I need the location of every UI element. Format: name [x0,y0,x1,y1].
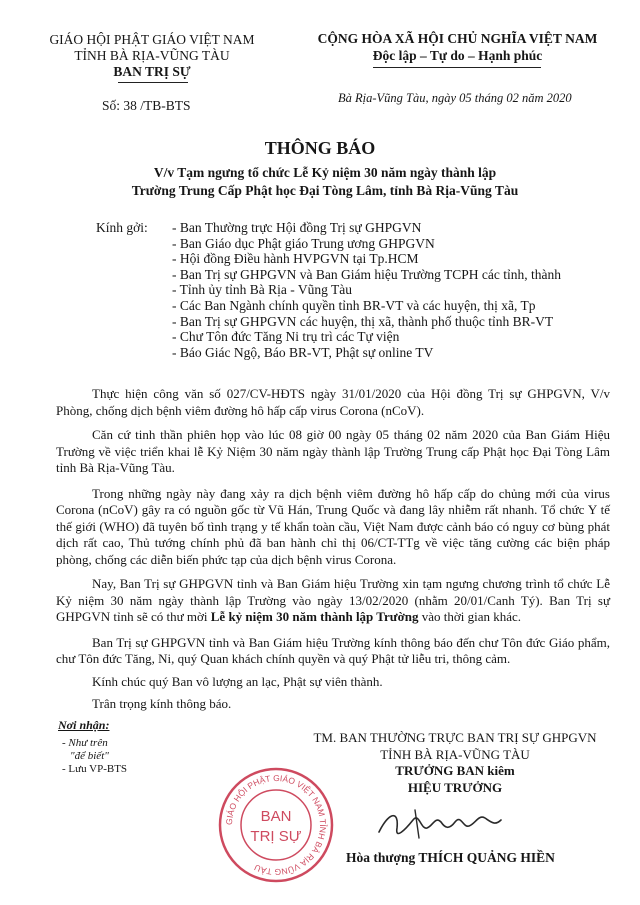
distribution-line-2: "để biết" [70,750,109,762]
official-stamp [216,765,336,885]
motto-underline [373,67,541,68]
issuer-block [32,32,272,80]
subject-block [40,164,610,199]
subject-line-1: V/v Tạm ngưng tổ chức Lễ Kỷ niệm 30 năm ngày thành lập [153,165,497,180]
signature-line-1: TM. BAN THƯỜNG TRỰC BAN TRỊ SỰ GHPGVN [313,730,597,745]
paragraph-7: Trân trọng kính thông báo. [92,696,232,711]
stamp-center-line-2: TRỊ SỰ [250,828,302,845]
paragraph-6: Kính chúc quý Ban vô lượng an lạc, Phật sự viên thành. [92,673,383,689]
recipients-label: Kính gởi: [96,220,148,235]
issuer-line-3: BAN TRỊ SỰ [113,64,191,79]
nation-motto: Độc lập – Tự do – Hạnh phúc [372,48,543,63]
distribution-line-1: - Như trên [62,737,108,749]
handwritten-signature [375,800,505,850]
stamp-ring-text: GIÁO HỘI PHẬT GIÁO VIỆT NAM TỈNH BÀ RỊA VŨNG TÀU [223,772,329,878]
recipient-item: - Hội đồng Điều hành HVPGVN tại Tp.HCM [172,251,419,267]
document-title: THÔNG BÁO [264,138,376,158]
recipient-item: - Ban Trị sự GHPGVN và Ban Giám hiệu Trường TCPH các tỉnh, thành [172,266,562,282]
stamp-inner-ring [241,790,311,860]
issuer-underline [118,82,188,83]
paragraph-2: Căn cứ tinh thần phiên họp vào lúc 08 giờ 00 ngày 05 tháng 02 năm 2020 của Ban Giám Hiệu Trường về việc triển khai lễ Kỷ Niệm 30 năm ngày thành lập Trường Trung cấp Phật học Đại Tòng Lâm tỉnh Bà Rịa-Vũng Tàu. [56,427,610,475]
recipients-list [172,220,612,360]
issuer-line-2: TỈNH BÀ RỊA-VŨNG TÀU [74,48,230,63]
signature-line-4: HIỆU TRƯỞNG [407,779,503,795]
subject-line-2: Trường Trung Cấp Phật học Đại Tòng Lâm, tỉnh Bà Rịa-Vũng Tàu [131,182,519,198]
letter-body [56,386,610,713]
recipient-item: - Tỉnh ủy tỉnh Bà Rịa - Vũng Tàu [172,282,352,298]
issuer-line-1: GIÁO HỘI PHẬT GIÁO VIỆT NAM [49,32,255,47]
distribution-label: Nơi nhận: [58,718,110,732]
signature-line-3: TRƯỞNG BAN kiêm [395,763,515,778]
distribution-line-3: - Lưu VP-BTS [62,763,128,775]
nation-block [295,30,620,64]
signature-line-2: TỈNH BÀ RỊA-VŨNG TÀU [380,746,530,762]
paragraph-5: Ban Trị sự GHPGVN tỉnh và Ban Giám hiệu Trường kính thông báo đến chư Tôn đức Giáo phẩm, chư Tôn đức Tăng, Ni, quý Quan khách chính quyền và quý Phật tử liễu tri, thông cảm. [56,634,610,666]
issue-date: Bà Rịa-Vũng Tàu, ngày 05 tháng 02 năm 2020 [338,91,572,105]
distribution-block [58,718,127,776]
signer-name: Hòa thượng THÍCH QUẢNG HIỀN [346,850,555,865]
paragraph-4-end: vào thời gian khác. [418,609,522,624]
recipient-item: - Ban Trị sự GHPGVN các huyện, thị xã, thành phố thuộc tỉnh BR-VT [172,313,554,329]
document-number: Số: 38 /TB-BTS [102,98,191,113]
stamp-center-line-1: BAN [260,808,292,825]
nation-title: CỘNG HÒA XÃ HỘI CHỦ NGHĨA VIỆT NAM [317,31,598,46]
recipient-item: - Các Ban Ngành chính quyền tỉnh BR-VT và các huyện, thị xã, Tp [172,297,536,313]
recipient-item: - Ban Thường trực Hội đồng Trị sự GHPGVN [172,220,422,235]
stamp-outer-ring [220,769,332,881]
signature-block [290,730,620,796]
recipient-item: - Báo Giác Ngộ, Báo BR-VT, Phật sự online TV [172,344,434,360]
recipient-item: - Chư Tôn đức Tăng Ni trụ trì các Tự viện [172,329,400,345]
paragraph-4-start: Nay, Ban Trị sự GHPGVN tỉnh và Ban Giám hiệu Trường xin tạm ngưng chương trình tổ chức Lễ Kỷ niệm 30 năm ngày thành lập Trường vào ngày 13/02/2020 (nhằm 20/01/Canh Tý). Ban Trị sự GHPGVN tỉnh sẽ có thư mời [56,576,610,624]
recipient-item: - Ban Giáo dục Phật giáo Trung ương GHPGVN [172,235,435,251]
paragraph-3: Trong những ngày này đang xảy ra dịch bệnh viêm đường hô hấp cấp do chủng mới của virus Corona (nCoV) gây ra có nguồn gốc từ Vũ Hán, Trung Quốc và đang lây nhiễm rất nhanh. Tổ chức Y tế thế giới (WHO) đã tuyên bố tình trạng y tế khẩn toàn cầu, Việt Nam được cảnh báo có nguy cơ bùng phát dịch rất cao, Thủ tướng chính phủ đã ban hành chỉ thị 06/CT-TTg về việc tăng cường các biện pháp phòng, chống các diễn biến phức tạp của dịch bệnh virus Corona. [56,485,610,567]
paragraph-4-bold: Lễ kỷ niệm 30 năm thành lập Trường [210,609,419,624]
paragraph-4 [56,576,610,626]
paragraph-1: Thực hiện công văn số 027/CV-HĐTS ngày 31/01/2020 của Hội đồng Trị sự GHPGVN, V/v Phòng, chống dịch bệnh viêm đường hô hấp cấp virus Corona (nCoV). [56,386,610,418]
